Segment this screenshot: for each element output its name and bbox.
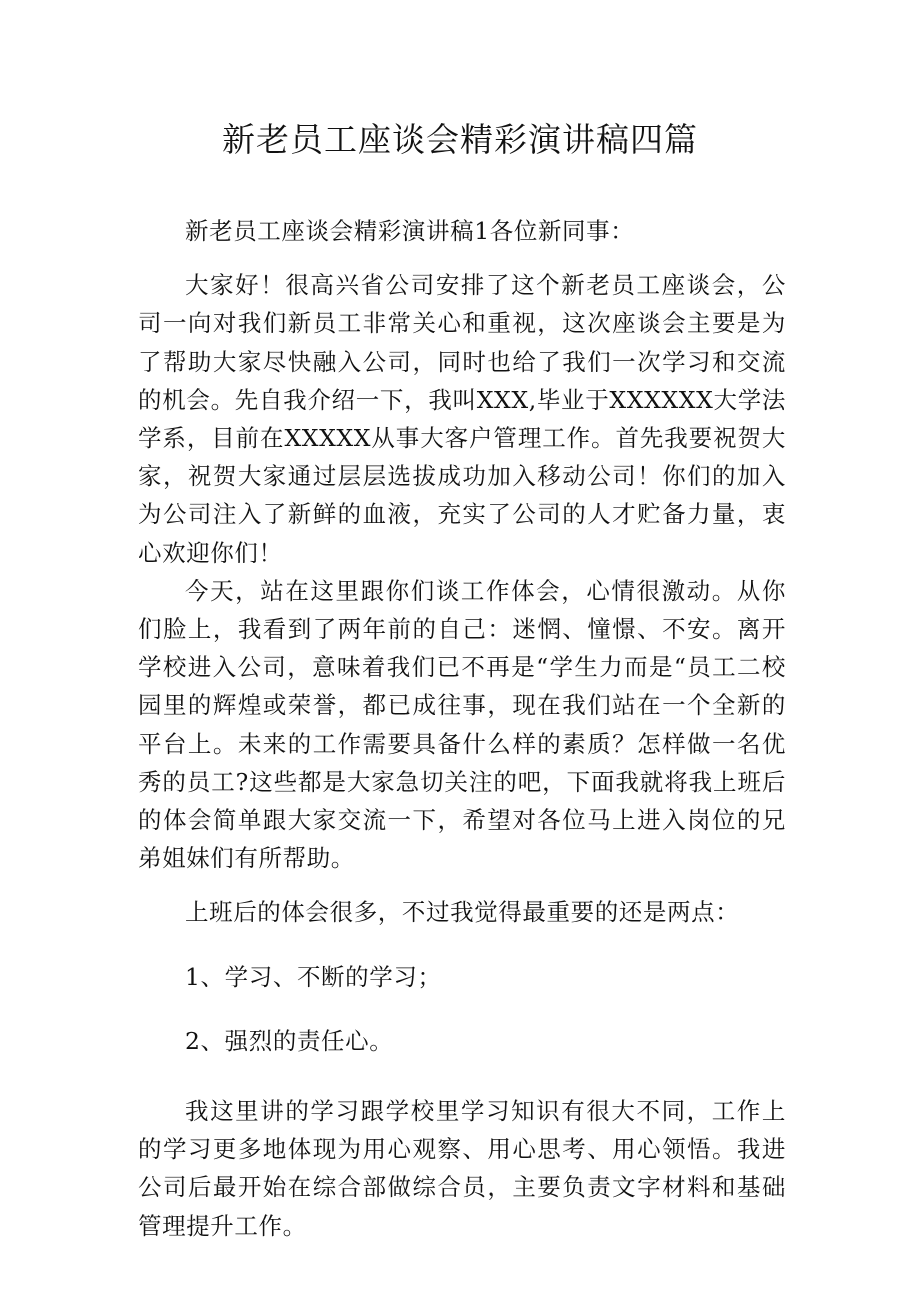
document-title: 新老员工座谈会精彩演讲稿四篇 xyxy=(222,120,698,159)
list-item-learning: 1、学习、不断的学习； xyxy=(185,962,442,991)
paragraph-learning-detail: 我这里讲的学习跟学校里学习知识有很大不同，工作上的学习更多地体现为用心观察、用心思考、用心领悟。我进公司后最开始在综合部做综合员，主要负责文字材料和基础管理提升工作。 xyxy=(138,1097,786,1240)
paragraph-greeting: 大家好！很高兴省公司安排了这个新老员工座谈会，公司一向对我们新员工非常关心和重视，这次座谈会主要是为了帮助大家尽快融入公司，同时也给了我们一次学习和交流的机会。先自我介绍一下，我叫XXX,毕业于XXXXXX大学法学系，目前在XXXXX从事大客户管理工作。首先我要祝贺大家，祝贺大家通过层层选拔成功加入移动公司！你们的加入为公司注入了新鲜的血液，充实了公司的人才贮备力量，衷心欢迎你们！ xyxy=(138,271,786,567)
document-body xyxy=(138,212,786,1245)
paragraph-today: 今天，站在这里跟你们谈工作体会，心情很激动。从你们脸上，我看到了两年前的自己：迷惘、憧憬、不安。离开学校进入公司，意味着我们已不再是“学生力而是“员工二校园里的辉煌或荣誉，都已成往事，现在我们站在一个全新的平台上。未来的工作需要具备什么样的素质？怎样做一名优秀的员工?这些都是大家急切关注的吧，下面我就将我上班后的体会简单跟大家交流一下，希望对各位马上进入岗位的兄弟姐妹们有所帮助。 xyxy=(138,576,786,873)
list-item-responsibility: 2、强烈的责任心。 xyxy=(185,1026,394,1055)
paragraph-two-points: 上班后的体会很多，不过我觉得最重要的还是两点： xyxy=(185,898,740,927)
paragraph-heading-line: 新老员工座谈会精彩演讲稿1各位新同事： xyxy=(185,217,635,245)
